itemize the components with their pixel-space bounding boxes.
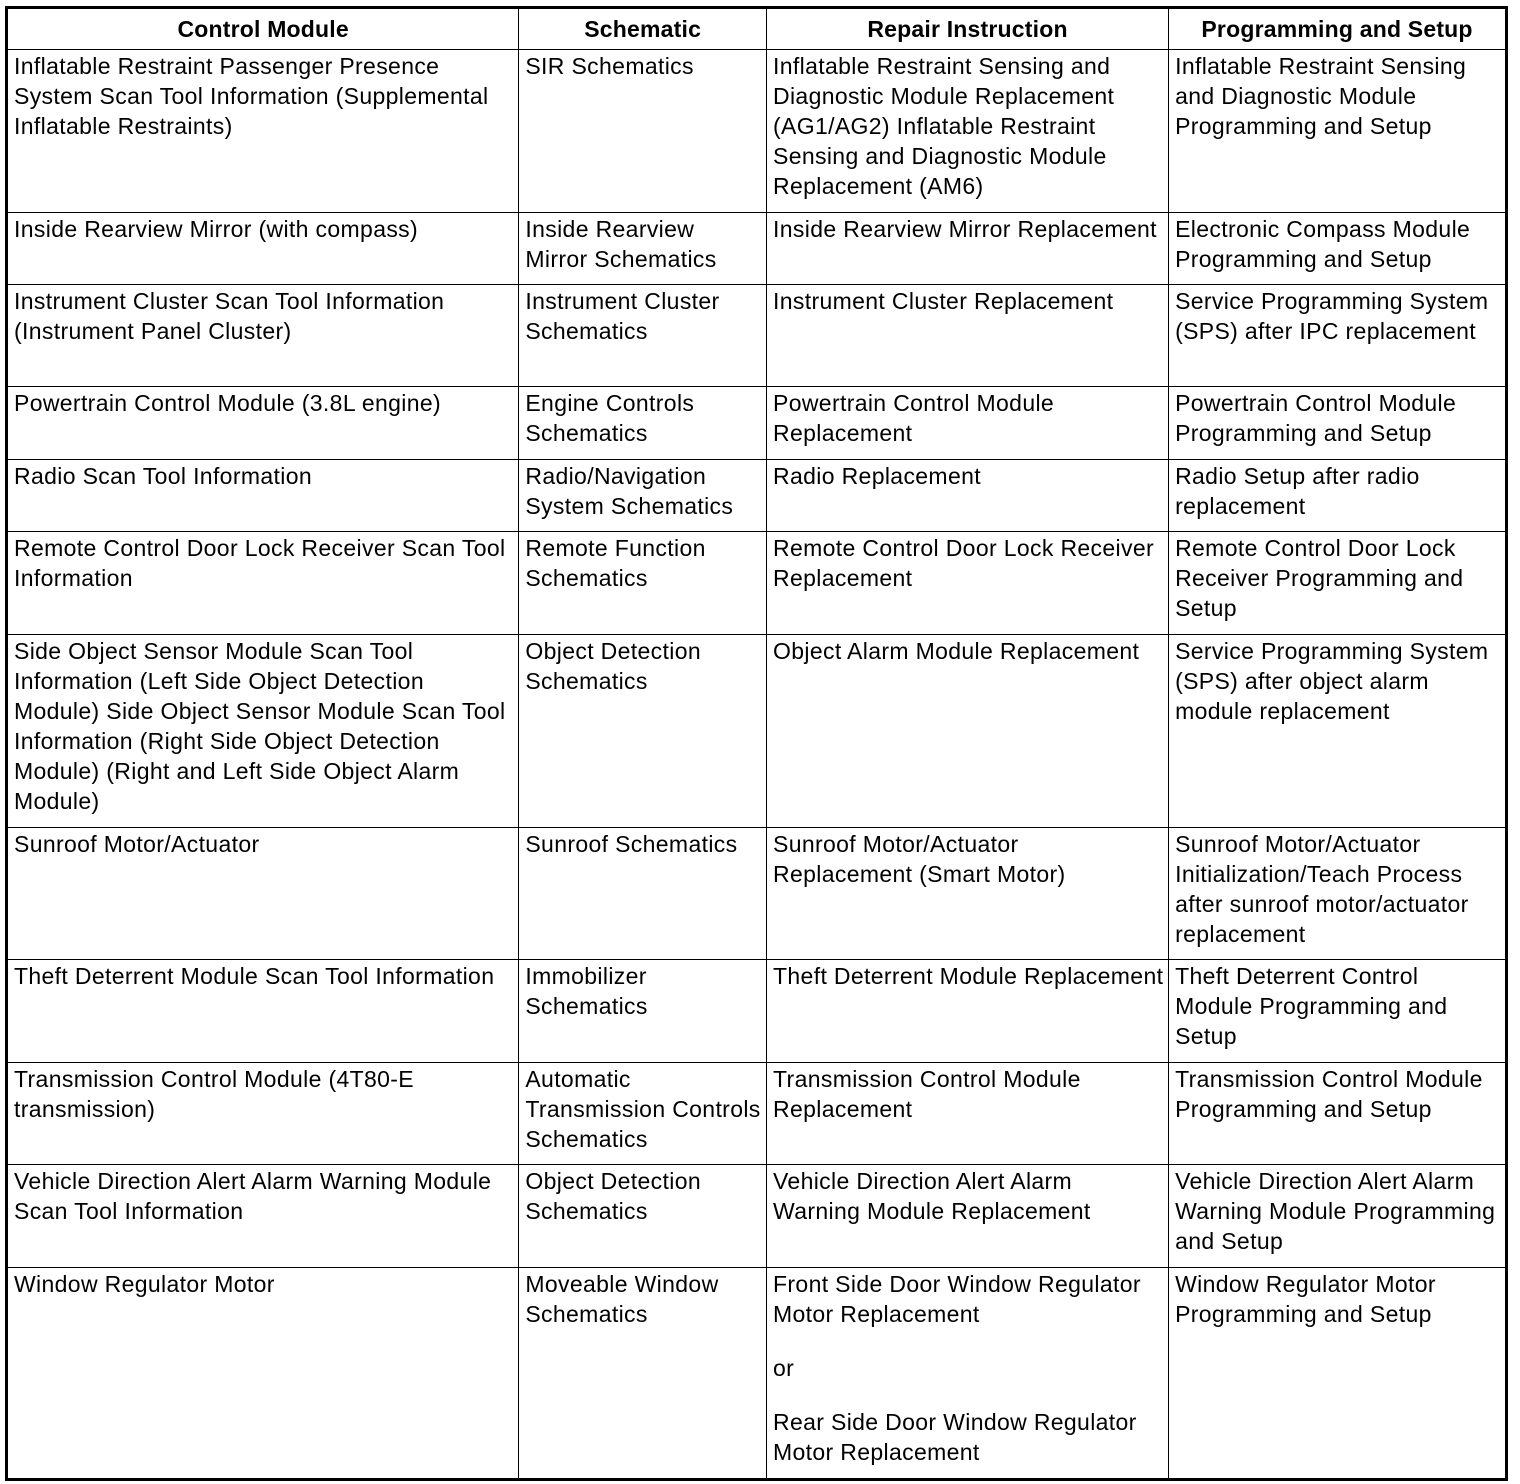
table-row — [7, 213, 1507, 285]
cell-control-module: Transmission Control Module (4T80-E transmission) — [7, 1063, 519, 1165]
table-row — [7, 828, 1507, 960]
cell-control-module: Inside Rearview Mirror (with compass) — [7, 213, 519, 285]
cell-programming-link[interactable]: Inflatable Restraint Sensing and Diagnostic Module Programming and Setup — [1169, 50, 1507, 213]
header-programming-setup: Programming and Setup — [1169, 8, 1507, 50]
spacer — [773, 1383, 1164, 1407]
table-row — [7, 960, 1507, 1063]
cell-schematic-link[interactable]: Instrument Cluster Schematics — [519, 285, 767, 387]
table-row — [7, 50, 1507, 213]
header-control-module: Control Module — [7, 8, 519, 50]
cell-repair-link[interactable]: Transmission Control Module Replacement — [767, 1063, 1169, 1165]
table-row — [7, 532, 1507, 635]
cell-programming-link[interactable]: Powertrain Control Module Programming and Setup — [1169, 387, 1507, 460]
cell-schematic-link[interactable]: Object Detection Schematics — [519, 1165, 767, 1268]
header-row — [7, 8, 1507, 50]
cell-programming-link[interactable]: Transmission Control Module Programming and Setup — [1169, 1063, 1507, 1165]
cell-repair-link[interactable]: Inflatable Restraint Sensing and Diagnostic Module Replacement (AG1/AG2) Inflatable Restraint Sensing and Diagnostic Module Replacement (AM6) — [767, 50, 1169, 213]
cell-schematic-link[interactable]: Sunroof Schematics — [519, 828, 767, 960]
repair-link-rear-door[interactable]: Rear Side Door Window Regulator Motor Replacement — [773, 1409, 1137, 1465]
table-row — [7, 387, 1507, 460]
cell-schematic-link[interactable]: Moveable Window Schematics — [519, 1268, 767, 1480]
cell-control-module: Vehicle Direction Alert Alarm Warning Module Scan Tool Information — [7, 1165, 519, 1268]
spacer — [773, 1329, 1164, 1353]
table-row — [7, 1165, 1507, 1268]
cell-control-module: Instrument Cluster Scan Tool Information (Instrument Panel Cluster) — [7, 285, 519, 387]
cell-programming-link[interactable]: Theft Deterrent Control Module Programming and Setup — [1169, 960, 1507, 1063]
cell-repair-link[interactable]: Inside Rearview Mirror Replacement — [767, 213, 1169, 285]
cell-programming-link[interactable]: Service Programming System (SPS) after IPC replacement — [1169, 285, 1507, 387]
repair-link-front-door[interactable]: Front Side Door Window Regulator Motor Replacement — [773, 1271, 1141, 1327]
cell-repair-link[interactable]: Theft Deterrent Module Replacement — [767, 960, 1169, 1063]
table-body — [7, 50, 1507, 1480]
header-repair-instruction: Repair Instruction — [767, 8, 1169, 50]
cell-control-module: Sunroof Motor/Actuator — [7, 828, 519, 960]
cell-schematic-link[interactable]: Remote Function Schematics — [519, 532, 767, 635]
cell-repair-link[interactable]: Sunroof Motor/Actuator Replacement (Smart Motor) — [767, 828, 1169, 960]
table-header — [7, 8, 1507, 50]
table-row — [7, 285, 1507, 387]
cell-control-module: Side Object Sensor Module Scan Tool Information (Left Side Object Detection Module) Side Object Sensor Module Scan Tool Information (Right Side Object Detection Module) (Right and Left Side Object Alarm Module) — [7, 635, 519, 828]
cell-control-module: Inflatable Restraint Passenger Presence System Scan Tool Information (Supplemental Inflatable Restraints) — [7, 50, 519, 213]
cell-programming-link[interactable]: Window Regulator Motor Programming and Setup — [1169, 1268, 1507, 1480]
cell-schematic-link[interactable]: Radio/Navigation System Schematics — [519, 460, 767, 532]
module-reference-table — [5, 6, 1508, 1481]
cell-schematic-link[interactable]: Immobilizer Schematics — [519, 960, 767, 1063]
table-row — [7, 460, 1507, 532]
cell-schematic-link[interactable]: Engine Controls Schematics — [519, 387, 767, 460]
cell-repair-link[interactable]: Vehicle Direction Alert Alarm Warning Module Replacement — [767, 1165, 1169, 1268]
table-row — [7, 1268, 1507, 1480]
cell-control-module: Remote Control Door Lock Receiver Scan Tool Information — [7, 532, 519, 635]
table-row — [7, 1063, 1507, 1165]
cell-programming-link[interactable]: Vehicle Direction Alert Alarm Warning Module Programming and Setup — [1169, 1165, 1507, 1268]
cell-control-module: Radio Scan Tool Information — [7, 460, 519, 532]
cell-repair-link[interactable]: Radio Replacement — [767, 460, 1169, 532]
cell-repair-link[interactable]: Instrument Cluster Replacement — [767, 285, 1169, 387]
repair-or-separator: or — [773, 1355, 795, 1381]
cell-control-module: Theft Deterrent Module Scan Tool Information — [7, 960, 519, 1063]
cell-repair-link[interactable]: Object Alarm Module Replacement — [767, 635, 1169, 828]
cell-schematic-link[interactable]: Object Detection Schematics — [519, 635, 767, 828]
cell-programming-link[interactable]: Radio Setup after radio replacement — [1169, 460, 1507, 532]
cell-schematic-link[interactable]: Inside Rearview Mirror Schematics — [519, 213, 767, 285]
cell-programming-link[interactable]: Service Programming System (SPS) after object alarm module replacement — [1169, 635, 1507, 828]
cell-control-module: Powertrain Control Module (3.8L engine) — [7, 387, 519, 460]
cell-schematic-link[interactable]: SIR Schematics — [519, 50, 767, 213]
cell-repair-link[interactable]: Remote Control Door Lock Receiver Replacement — [767, 532, 1169, 635]
header-schematic: Schematic — [519, 8, 767, 50]
cell-repair-link[interactable]: Powertrain Control Module Replacement — [767, 387, 1169, 460]
cell-control-module: Window Regulator Motor — [7, 1268, 519, 1480]
cell-programming-link[interactable]: Remote Control Door Lock Receiver Programming and Setup — [1169, 532, 1507, 635]
cell-programming-link[interactable]: Sunroof Motor/Actuator Initialization/Teach Process after sunroof motor/actuator replacement — [1169, 828, 1507, 960]
cell-repair-links — [767, 1268, 1169, 1480]
cell-schematic-link[interactable]: Automatic Transmission Controls Schematics — [519, 1063, 767, 1165]
table-row — [7, 635, 1507, 828]
cell-programming-link[interactable]: Electronic Compass Module Programming and Setup — [1169, 213, 1507, 285]
module-reference-table-wrapper — [5, 6, 1508, 1481]
